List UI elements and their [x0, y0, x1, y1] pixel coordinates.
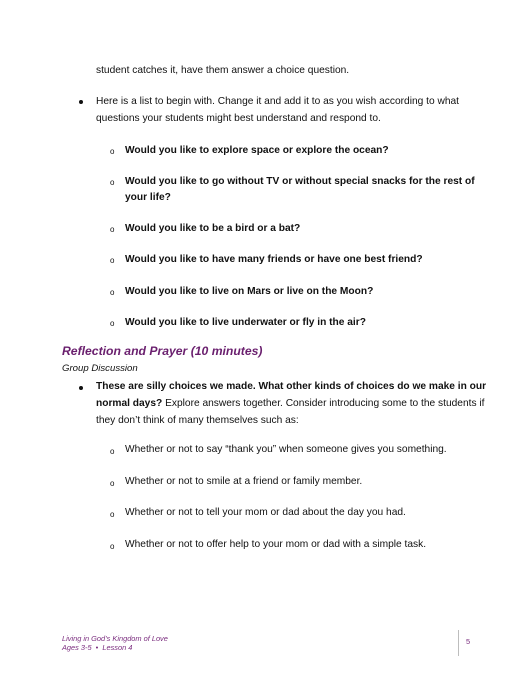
footer-divider — [458, 630, 459, 656]
sub-bullet-marker: o — [110, 256, 115, 265]
section-subheading: Group Discussion — [62, 363, 138, 374]
discussion-line1: These are silly choices we made. What other kinds of choices do we make in our — [96, 381, 487, 392]
question-2-line1: Would you like to go without TV or without special snacks for the rest of — [125, 176, 475, 187]
example-3: Whether or not to tell your mom or dad about the day you had. — [125, 507, 406, 518]
discussion-line2-bold: normal days? — [96, 398, 163, 409]
sub-bullet-marker: o — [110, 319, 115, 328]
page-number: 5 — [466, 637, 471, 646]
example-2: Whether or not to smile at a friend or family member. — [125, 476, 363, 487]
bullet-dot — [79, 100, 83, 104]
question-2-line2: your life? — [125, 192, 171, 203]
sub-bullet-marker: o — [110, 225, 115, 234]
sub-bullet-marker: o — [110, 479, 115, 488]
example-4: Whether or not to offer help to your mom or dad with a simple task. — [125, 539, 427, 550]
example-1: Whether or not to say “thank you” when someone gives you something. — [125, 444, 447, 455]
question-3: Would you like to be a bird or a bat? — [125, 223, 301, 234]
list-bullet-line1: Here is a list to begin with. Change it and add it to as you wish according to what — [96, 96, 459, 107]
question-1: Would you like to explore space or explore the ocean? — [125, 145, 389, 156]
sub-bullet-marker: o — [110, 147, 115, 156]
question-5: Would you like to live on Mars or live on the Moon? — [125, 286, 374, 297]
intro-continuation: student catches it, have them answer a choice question. — [96, 65, 350, 76]
discussion-line2-rest: Explore answers together. Consider introducing some to the students if — [162, 398, 485, 409]
footer-title: Living in God’s Kingdom of Love — [62, 634, 168, 643]
sub-bullet-marker: o — [110, 288, 115, 297]
section-heading: Reflection and Prayer (10 minutes) — [62, 344, 263, 358]
discussion-line3: they don’t think of many themselves such as: — [96, 415, 299, 426]
discussion-line2 — [96, 395, 484, 412]
list-bullet-line2: questions your students might best understand and respond to. — [96, 113, 381, 124]
sub-bullet-marker: o — [110, 542, 115, 551]
sub-bullet-marker: o — [110, 178, 115, 187]
question-4: Would you like to have many friends or have one best friend? — [125, 254, 423, 265]
bullet-dot — [79, 386, 83, 390]
question-6: Would you like to live underwater or fly in the air? — [125, 317, 366, 328]
sub-bullet-marker: o — [110, 447, 115, 456]
footer-subtitle: Ages 3-5 • Lesson 4 — [62, 643, 133, 652]
sub-bullet-marker: o — [110, 510, 115, 519]
